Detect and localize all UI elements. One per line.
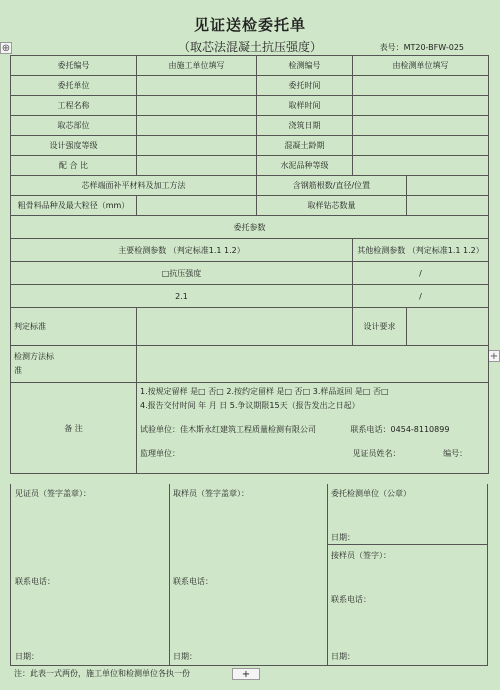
- sampler-sign-label: 取样员（签字盖章）：: [173, 489, 249, 498]
- signature-block: [10, 484, 488, 666]
- receiver-date-label: 日期：: [331, 652, 355, 661]
- other-standard-value: /: [353, 285, 489, 308]
- label-core-position: 取芯部位: [11, 116, 137, 136]
- value-client[interactable]: [137, 76, 257, 96]
- form-title: 见证送检委托单: [193, 16, 306, 34]
- row-client: [11, 76, 489, 96]
- label-concrete-age: 混凝土龄期: [257, 136, 353, 156]
- client-date-label: 日期：: [331, 533, 355, 542]
- row-param-types: [11, 239, 489, 262]
- entrust-table: [10, 55, 489, 474]
- other-params-label: 其他检测参数 （判定标准1.1 1.2）: [353, 239, 489, 262]
- receiver-sign-label: 接样员（签字）：: [331, 551, 391, 560]
- value-entrust-time[interactable]: [353, 76, 489, 96]
- label-strength-grade: 设计强度等级: [11, 136, 137, 156]
- receiver-sign-area[interactable]: [327, 544, 487, 666]
- design-req-label: 设计要求: [353, 308, 407, 346]
- client-seal-label: 委托检测单位（公章）: [331, 489, 411, 498]
- label-cement-grade: 水泥品种等级: [257, 156, 353, 176]
- value-cement-grade[interactable]: [353, 156, 489, 176]
- label-pour-date: 浇筑日期: [257, 116, 353, 136]
- witness-phone-label: 联系电话：: [15, 577, 55, 586]
- row-remarks: [11, 383, 489, 474]
- value-sample-time[interactable]: [353, 96, 489, 116]
- remarks-witness-name: 见证员姓名：: [352, 449, 401, 458]
- row-compress: [11, 262, 489, 285]
- row-core-position: [11, 116, 489, 136]
- remarks-label: 备 注: [11, 383, 137, 474]
- row-judge: [11, 308, 489, 346]
- footer-note: 注：此表一式两份，施工单位和检测单位各执一份: [14, 669, 190, 678]
- label-entrust-no: 委托编号: [11, 56, 137, 76]
- remarks-phone: 联系电话：0454-8110899: [350, 425, 450, 434]
- row-params-header: [11, 216, 489, 239]
- main-params-label: 主要检测参数 （判定标准1.1 1.2）: [11, 239, 353, 262]
- compress-strength-checkbox[interactable]: □抗压强度: [11, 262, 353, 285]
- remarks-line-1: 1.按规定留样 是□ 否□ 2.按约定留样 是□ 否□ 3.样品返回 是□ 否□: [140, 387, 389, 396]
- add-row-icon[interactable]: +: [232, 668, 260, 680]
- judge-standard-value[interactable]: [137, 308, 353, 346]
- params-header: 委托参数: [11, 216, 489, 239]
- label-test-no: 检测编号: [257, 56, 353, 76]
- witness-sign-area[interactable]: [11, 484, 170, 666]
- label-sample-time: 取样时间: [257, 96, 353, 116]
- remarks-code: 编号：: [443, 449, 468, 458]
- label-mix-ratio: 配 合 比: [11, 156, 137, 176]
- label-client: 委托单位: [11, 76, 137, 96]
- row-mix-ratio: [11, 156, 489, 176]
- sampler-sign-area[interactable]: [169, 484, 328, 666]
- value-entrust-no[interactable]: 由施工单位填写: [137, 56, 257, 76]
- form-number: 表号：MT20-BFW-025: [379, 43, 464, 52]
- remarks-body: [137, 383, 489, 474]
- label-core-count: 取样钻芯数量: [257, 196, 407, 216]
- row-entrust-no: [11, 56, 489, 76]
- remarks-lab: 试验单位：佳木斯永红建筑工程质量检测有限公司 联系电话：0454-8110899: [140, 425, 450, 434]
- judge-standard-label: 判定标准: [11, 308, 137, 346]
- other-params-value: /: [353, 262, 489, 285]
- sampler-phone-label: 联系电话：: [173, 577, 213, 586]
- row-project: [11, 96, 489, 116]
- value-project[interactable]: [137, 96, 257, 116]
- row-capping: [11, 176, 489, 196]
- value-aggregate[interactable]: [137, 196, 257, 216]
- value-test-no[interactable]: 由检测单位填写: [353, 56, 489, 76]
- value-rebar-info[interactable]: [407, 176, 489, 196]
- design-req-value[interactable]: [407, 308, 489, 346]
- row-strength-grade: [11, 136, 489, 156]
- add-column-icon[interactable]: +: [489, 351, 499, 362]
- label-rebar-info: 含钢筋根数/直径/位置: [257, 176, 407, 196]
- receiver-phone-label: 联系电话：: [331, 595, 371, 604]
- remarks-supervisor: 监理单位： 见证员姓名： 编号：: [140, 449, 468, 458]
- remarks-line-2: 4.报告交付时间 年 月 日 5.争议期限15天（报告发出之日起）: [140, 401, 360, 410]
- label-project: 工程名称: [11, 96, 137, 116]
- standard-number: 2.1: [11, 285, 353, 308]
- table-move-handle-icon[interactable]: ⊕: [1, 43, 11, 54]
- label-capping-method: 芯样端面补平材料及加工方法: [11, 176, 257, 196]
- label-aggregate: 粗骨料品种及最大粒径（mm）: [11, 196, 137, 216]
- value-core-position[interactable]: [137, 116, 257, 136]
- sampler-date-label: 日期：: [173, 652, 197, 661]
- row-aggregate: [11, 196, 489, 216]
- method-standard-label: 检测方法标准: [11, 346, 137, 383]
- witness-sign-label: 见证员（签字盖章）：: [15, 489, 91, 498]
- witness-date-label: 日期：: [15, 652, 39, 661]
- form-subtitle: （取芯法混凝土抗压强度）: [177, 40, 322, 54]
- value-concrete-age[interactable]: [353, 136, 489, 156]
- label-entrust-time: 委托时间: [257, 76, 353, 96]
- row-method: [11, 346, 489, 383]
- row-std-num: [11, 285, 489, 308]
- client-seal-area[interactable]: [327, 484, 487, 545]
- value-strength-grade[interactable]: [137, 136, 257, 156]
- method-standard-value[interactable]: [137, 346, 489, 383]
- value-pour-date[interactable]: [353, 116, 489, 136]
- value-core-count[interactable]: [407, 196, 489, 216]
- value-mix-ratio[interactable]: [137, 156, 257, 176]
